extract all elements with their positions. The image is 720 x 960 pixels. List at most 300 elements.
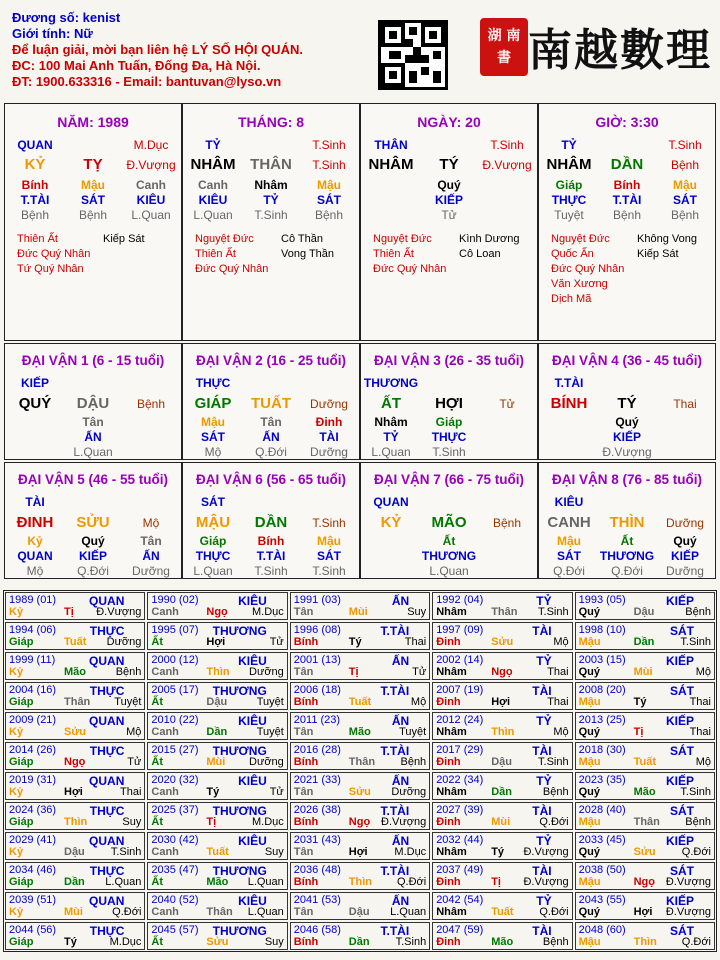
year-cell[interactable] <box>5 652 145 680</box>
year-god: T.TÀI <box>380 744 410 758</box>
hidden-state: L.Quan <box>131 208 171 222</box>
year-state: L.Quan <box>247 876 284 888</box>
star-name: Cô Loan <box>459 248 501 260</box>
star-row <box>551 277 697 292</box>
year-state: Q.Đới <box>112 906 142 918</box>
hidden-state: Mộ <box>204 445 222 459</box>
year-cell[interactable] <box>432 622 572 650</box>
year-branch: Sửu <box>491 636 514 648</box>
year-state: Tuyệt <box>114 696 142 708</box>
year-state: Đ.Vượng <box>665 906 711 918</box>
hidden-god: TÀI <box>319 430 339 444</box>
year-cell[interactable] <box>575 832 715 860</box>
year-stem: Kỷ <box>9 846 24 858</box>
hidden-god: KIÊU <box>136 193 166 207</box>
hidden-state: Bệnh <box>78 208 108 222</box>
year-branch: Sửu <box>348 786 371 798</box>
pillar-god-state: T.Sinh <box>668 138 702 152</box>
year-state: Mộ <box>410 696 427 708</box>
year-cell[interactable] <box>147 742 287 770</box>
year-stem: Ất <box>151 636 163 648</box>
year-stem: Tân <box>293 606 314 618</box>
dai-van-title: ĐẠI VẬN 4 (36 - 45 tuổi) <box>551 353 703 368</box>
dai-van-god: QUAN <box>373 495 409 509</box>
year-label: 2016 (28) <box>293 744 341 756</box>
year-cell[interactable] <box>575 592 715 620</box>
year-cell[interactable] <box>147 592 287 620</box>
year-label: 2036 (48) <box>293 864 341 876</box>
year-branch: Dần <box>206 726 228 738</box>
year-branch: Sửu <box>206 936 229 948</box>
hidden-god: TỶ <box>383 430 399 444</box>
year-cell[interactable] <box>147 652 287 680</box>
year-state: Bệnh <box>542 936 569 948</box>
hidden-god: ẤN <box>84 430 102 444</box>
owner-gender: Nữ <box>73 26 93 41</box>
year-stem: Kỷ <box>9 786 24 798</box>
phone-email-line: ĐT: 1900.633316 - Email: bantuvan@lyso.vn <box>12 74 282 89</box>
dai-van-can: ĐINH <box>16 514 54 531</box>
year-stem: Canh <box>151 846 179 858</box>
year-cell[interactable] <box>575 622 715 650</box>
year-label: 2027 (39) <box>436 804 484 816</box>
year-stem: Nhâm <box>436 726 467 738</box>
star-name: Đức Quý Nhân <box>17 248 91 260</box>
dai-van-chi: THÌN <box>609 514 645 531</box>
year-cell[interactable] <box>147 892 287 920</box>
year-stem: Canh <box>151 666 179 678</box>
pillar-chi: THÂN <box>250 156 292 173</box>
pillar-can: KỶ <box>24 156 46 173</box>
year-branch: Dậu <box>491 756 512 768</box>
year-god: KIÊU <box>238 774 267 788</box>
pillar-title: NGÀY: 20 <box>417 114 481 130</box>
year-cell[interactable] <box>290 742 430 770</box>
hidden-god: QUAN <box>17 549 53 563</box>
hidden-state: T.Sinh <box>254 564 288 578</box>
dai-van-state: Mộ <box>142 516 160 530</box>
year-god: THỰC <box>89 804 125 818</box>
hidden-stem: Bính <box>21 178 49 192</box>
stars-list <box>195 232 334 277</box>
year-cell[interactable] <box>290 862 430 890</box>
year-state: Thai <box>404 636 427 648</box>
hidden-god: KIẾP <box>612 430 641 444</box>
contact-line: Để luận giải, mời bạn liên hệ LÝ SỐ HỘI QUÁN. <box>12 42 303 57</box>
year-god: TỶ <box>536 594 552 608</box>
year-branch: Hợi <box>206 636 226 648</box>
year-cell[interactable] <box>432 712 572 740</box>
year-branch: Tuất <box>491 906 514 918</box>
year-cell[interactable] <box>147 922 287 950</box>
pillar-panel <box>360 103 538 341</box>
year-branch: Thìn <box>64 816 88 828</box>
star-name: Quốc Ấn <box>551 248 594 260</box>
pillar-title: GIỜ: 3:30 <box>595 114 659 130</box>
year-cell[interactable] <box>5 922 145 950</box>
year-cell[interactable] <box>5 592 145 620</box>
hidden-stem: Mậu <box>201 415 225 429</box>
year-cell[interactable] <box>575 922 715 950</box>
year-cell[interactable] <box>290 622 430 650</box>
year-label: 1999 (11) <box>9 654 56 666</box>
hidden-god: SÁT <box>673 193 697 207</box>
year-cell[interactable] <box>432 772 572 800</box>
year-cell[interactable] <box>5 742 145 770</box>
pillar-god: QUAN <box>17 138 53 152</box>
dai-van-state: Thai <box>673 397 697 411</box>
year-cell[interactable] <box>290 682 430 710</box>
year-state: Tuyệt <box>256 726 284 738</box>
year-cell[interactable] <box>575 802 715 830</box>
year-cell[interactable] <box>575 682 715 710</box>
dai-van-title: ĐẠI VẬN 6 (56 - 65 tuổi) <box>195 472 347 487</box>
year-god: QUAN <box>89 714 125 728</box>
year-label: 2009 (21) <box>9 714 57 726</box>
year-state: M.Dục <box>252 606 284 618</box>
qr-code-icon[interactable] <box>378 20 448 90</box>
year-stem: Ất <box>151 756 163 768</box>
year-label: 2000 (12) <box>151 654 199 666</box>
year-god: TỶ <box>536 774 552 788</box>
hidden-god: KIẾP <box>670 549 699 563</box>
year-cell[interactable] <box>432 682 572 710</box>
year-branch: Sửu <box>633 846 656 858</box>
year-cell[interactable] <box>432 892 572 920</box>
address-line: ĐC: 100 Mai Anh Tuấn, Đống Đa, Hà Nội. <box>12 58 261 73</box>
hidden-state: Q.Đới <box>77 564 109 578</box>
year-state: Mộ <box>126 726 142 738</box>
year-stem: Nhâm <box>436 606 467 618</box>
year-branch: Tị <box>491 876 501 888</box>
dai-van-chi: HỢI <box>435 395 463 412</box>
year-branch: Mão <box>206 876 229 888</box>
year-state: Tử <box>269 786 284 798</box>
star-name: Đức Quý Nhân <box>373 263 447 275</box>
year-stem: Mậu <box>578 876 601 888</box>
year-cell[interactable] <box>290 592 430 620</box>
year-god: KIẾP <box>665 654 694 668</box>
year-branch: Dậu <box>633 606 655 618</box>
dai-van-chi: SỬU <box>76 514 110 531</box>
year-god: THƯƠNG <box>212 744 267 758</box>
year-label: 1995 (07) <box>151 624 199 636</box>
year-cell[interactable] <box>290 772 430 800</box>
year-stem: Bính <box>293 636 319 648</box>
dai-van-chi: TÝ <box>617 395 637 412</box>
year-branch: Thìn <box>348 876 373 888</box>
hidden-stem: Nhâm <box>254 178 288 192</box>
star-name: Nguyệt Đức <box>195 233 254 245</box>
year-branch: Tuất <box>633 756 656 768</box>
year-state: Mộ <box>553 726 569 738</box>
year-cell[interactable] <box>5 682 145 710</box>
year-label: 2047 (59) <box>436 924 484 936</box>
year-branch: Thân <box>64 696 91 708</box>
year-branch: Mão <box>64 666 86 678</box>
year-god: SÁT <box>669 624 694 638</box>
year-label: 2040 (52) <box>151 894 199 906</box>
year-branch: Dậu <box>348 906 370 918</box>
stars-list <box>373 232 519 277</box>
hidden-stem: Quý <box>81 534 105 548</box>
hidden-stem: Canh <box>136 178 166 192</box>
hidden-state: Bệnh <box>20 208 50 222</box>
year-stem: Ất <box>151 936 163 948</box>
year-god: TÀI <box>532 624 552 638</box>
year-god: QUAN <box>89 894 125 908</box>
year-branch: Ngọ <box>491 666 513 678</box>
year-cell[interactable] <box>5 862 145 890</box>
year-cell[interactable] <box>575 862 715 890</box>
star-name: Nguyệt Đức <box>551 233 610 245</box>
header <box>0 0 720 100</box>
year-cell[interactable] <box>147 802 287 830</box>
year-cell[interactable] <box>290 892 430 920</box>
hidden-god: THƯƠNG <box>599 549 655 563</box>
year-god: TÀI <box>532 744 552 758</box>
year-cell[interactable] <box>432 832 572 860</box>
year-god: KIÊU <box>238 594 267 608</box>
hidden-stem: Ất <box>442 534 456 548</box>
year-cell[interactable] <box>147 862 287 890</box>
year-cell[interactable] <box>5 802 145 830</box>
year-stem: Giáp <box>9 756 34 768</box>
year-stem: Bính <box>293 876 319 888</box>
dai-van-title: ĐẠI VẬN 7 (66 - 75 tuổi) <box>373 472 525 487</box>
year-cell[interactable] <box>432 592 572 620</box>
hidden-stem: Mậu <box>81 178 105 192</box>
year-cell[interactable] <box>575 652 715 680</box>
year-cell[interactable] <box>575 772 715 800</box>
year-branch: Dần <box>64 876 85 888</box>
year-state: L.Quan <box>390 906 427 918</box>
hidden-god: THỰC <box>551 193 587 207</box>
year-branch: Dậu <box>64 846 85 858</box>
hidden-stem: Canh <box>198 178 228 192</box>
year-cell[interactable] <box>290 832 430 860</box>
years-grid <box>3 590 717 952</box>
year-label: 2010 (22) <box>151 714 199 726</box>
star-row <box>551 232 697 247</box>
year-stem: Bính <box>293 696 319 708</box>
year-label: 2002 (14) <box>436 654 484 666</box>
year-label: 2006 (18) <box>293 684 341 696</box>
hidden-god: T.TÀI <box>256 549 286 563</box>
hidden-state: Bệnh <box>314 208 344 222</box>
dai-van-can: QUÝ <box>18 395 52 412</box>
year-god: THƯƠNG <box>212 924 267 938</box>
year-stem: Nhâm <box>436 846 467 858</box>
year-cell[interactable] <box>432 862 572 890</box>
year-label: 1997 (09) <box>436 624 484 636</box>
year-state: Bệnh <box>685 816 711 828</box>
hidden-stem: Mậu <box>673 178 697 192</box>
hidden-state: T.Sinh <box>254 208 288 222</box>
pillar-can: NHÂM <box>546 156 592 173</box>
year-branch: Tuất <box>64 636 87 648</box>
year-god: TỶ <box>536 894 552 908</box>
year-label: 2025 (37) <box>151 804 199 816</box>
year-branch: Mão <box>348 726 371 738</box>
year-label: 2026 (38) <box>293 804 341 816</box>
year-label: 2011 (23) <box>293 714 341 726</box>
year-label: 2014 (26) <box>9 744 57 756</box>
pillar-panel <box>182 103 360 341</box>
year-label: 1990 (02) <box>151 594 199 606</box>
dai-van-panel <box>4 343 182 460</box>
year-state: Mộ <box>695 756 711 768</box>
year-stem: Quý <box>578 726 600 738</box>
year-label: 2005 (17) <box>151 684 199 696</box>
year-cell[interactable] <box>5 772 145 800</box>
hidden-god: THỰC <box>431 430 467 444</box>
stars-list <box>17 232 145 277</box>
year-state: Tuyệt <box>399 726 427 738</box>
year-stem: Nhâm <box>436 786 467 798</box>
hidden-god: ẤN <box>262 430 280 444</box>
year-cell[interactable] <box>432 652 572 680</box>
year-god: QUAN <box>89 654 125 668</box>
star-row <box>551 247 697 262</box>
year-label: 2018 (30) <box>578 744 626 756</box>
year-god: KIÊU <box>238 834 267 848</box>
hidden-god: SÁT <box>557 549 581 563</box>
year-cell[interactable] <box>575 892 715 920</box>
hidden-god: KIÊU <box>198 193 228 207</box>
year-cell[interactable] <box>5 832 145 860</box>
year-god: THƯƠNG <box>212 864 267 878</box>
hidden-stem: Quý <box>437 178 461 192</box>
year-stem: Đinh <box>436 636 461 648</box>
year-cell[interactable] <box>147 682 287 710</box>
year-god: SÁT <box>669 924 694 938</box>
year-branch: Thân <box>206 906 233 918</box>
year-god: KIẾP <box>665 594 694 608</box>
year-state: L.Quan <box>247 906 284 918</box>
star-name: Văn Xương <box>551 278 608 290</box>
year-state: Thai <box>689 696 711 708</box>
year-state: Đ.Vượng <box>665 876 711 888</box>
year-branch: Hợi <box>491 696 511 708</box>
year-cell[interactable] <box>5 622 145 650</box>
year-cell[interactable] <box>432 742 572 770</box>
year-stem: Đinh <box>436 816 461 828</box>
dai-van-state: Tử <box>499 397 515 411</box>
year-cell[interactable] <box>290 922 430 950</box>
year-label: 2023 (35) <box>578 774 626 786</box>
pillar-god-state: T.Sinh <box>490 138 524 152</box>
hidden-state: Dưỡng <box>666 564 704 578</box>
year-cell[interactable] <box>432 922 572 950</box>
year-state: Q.Đới <box>539 906 569 918</box>
year-branch: Tý <box>206 786 220 798</box>
year-stem: Canh <box>151 906 179 918</box>
year-cell[interactable] <box>147 772 287 800</box>
hidden-state: Q.Đới <box>553 564 585 578</box>
year-god: T.TÀI <box>380 864 410 878</box>
year-god: THƯƠNG <box>212 684 267 698</box>
year-god: THỰC <box>89 924 125 938</box>
hidden-god: KIẾP <box>78 549 107 563</box>
year-stem: Kỷ <box>9 606 24 618</box>
dai-van-title: ĐẠI VẬN 3 (26 - 35 tuổi) <box>373 353 525 368</box>
year-god: ẤN <box>391 834 410 848</box>
pillar-chi-state: Đ.Vượng <box>126 158 176 172</box>
star-name: Kình Dương <box>459 233 520 245</box>
pillar-god: TỶ <box>205 138 221 152</box>
year-state: M.Dục <box>252 816 284 828</box>
year-label: 2038 (50) <box>578 864 626 876</box>
year-state: Suy <box>407 606 427 618</box>
dai-van-god: TÀI <box>25 495 45 509</box>
year-stem: Quý <box>578 846 600 858</box>
year-cell[interactable] <box>575 712 715 740</box>
star-name: Đức Quý Nhân <box>195 263 269 275</box>
year-cell[interactable] <box>147 832 287 860</box>
star-row <box>195 247 334 262</box>
year-state: Thai <box>547 696 569 708</box>
year-state: Tử <box>127 756 142 768</box>
hidden-state: Q.Đới <box>611 564 643 578</box>
year-cell[interactable] <box>147 622 287 650</box>
year-label: 2044 (56) <box>9 924 57 936</box>
dai-van-god: KIÊU <box>554 495 584 509</box>
star-row <box>17 247 145 262</box>
year-cell[interactable] <box>290 802 430 830</box>
year-branch: Hợi <box>64 786 83 798</box>
owner-name: kenist <box>82 10 121 25</box>
year-god: ẤN <box>391 594 410 608</box>
year-god: THỰC <box>89 624 125 638</box>
year-branch: Thìn <box>633 936 657 948</box>
star-name: Thiên Ất <box>373 248 414 260</box>
year-god: SÁT <box>669 684 694 698</box>
year-branch: Dần <box>633 636 655 648</box>
year-branch: Tý <box>64 936 77 948</box>
hidden-stem: Tân <box>260 415 282 429</box>
year-cell[interactable] <box>575 742 715 770</box>
year-cell[interactable] <box>290 652 430 680</box>
year-branch: Dậu <box>206 696 228 708</box>
year-cell[interactable] <box>290 712 430 740</box>
year-god: SÁT <box>669 864 694 878</box>
year-label: 2029 (41) <box>9 834 57 846</box>
year-cell[interactable] <box>5 892 145 920</box>
year-god: KIẾP <box>665 774 694 788</box>
year-label: 2004 (16) <box>9 684 57 696</box>
year-cell[interactable] <box>147 712 287 740</box>
dai-van-state: Bệnh <box>136 397 166 411</box>
hidden-stem: Giáp <box>199 534 227 548</box>
year-branch: Thân <box>491 606 518 618</box>
year-stem: Kỷ <box>9 666 24 678</box>
year-cell[interactable] <box>432 802 572 830</box>
hidden-god: THỰC <box>195 549 231 563</box>
year-label: 2046 (58) <box>293 924 341 936</box>
hidden-state: Đ.Vượng <box>602 445 652 459</box>
year-state: Dưỡng <box>106 636 142 648</box>
hidden-stem: Quý <box>615 415 639 429</box>
year-cell[interactable] <box>5 712 145 740</box>
year-state: Suy <box>264 846 284 858</box>
year-branch: Thân <box>348 756 376 768</box>
year-label: 2045 (57) <box>151 924 199 936</box>
dai-van-god: SÁT <box>201 495 225 509</box>
year-god: KIÊU <box>238 654 267 668</box>
dai-van-title: ĐẠI VẬN 1 (6 - 15 tuổi) <box>21 353 165 368</box>
dai-van-panel <box>538 462 716 579</box>
